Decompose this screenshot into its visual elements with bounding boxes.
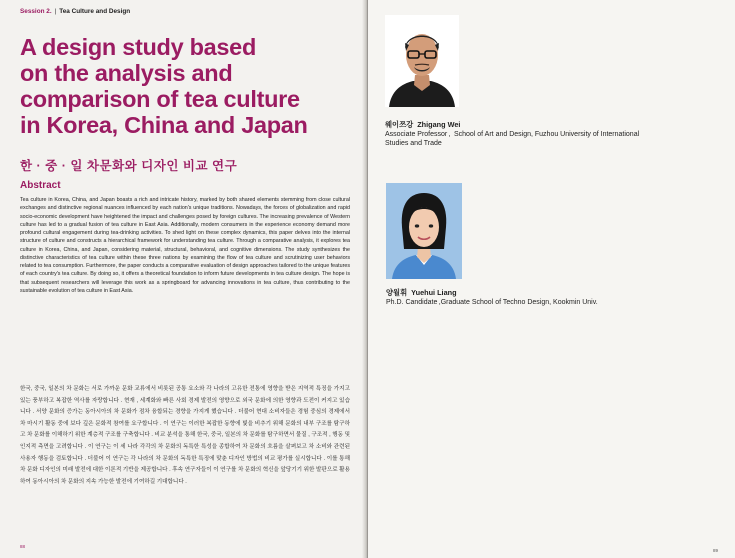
author-name-korean: 양월휘 xyxy=(386,288,408,297)
title-line: on the analysis and xyxy=(20,60,233,86)
author-affiliation: Associate Professor , School of Art and Design, Fuzhou University of International Studies and Trade xyxy=(385,131,640,147)
title-line: in Korea, China and Japan xyxy=(20,112,308,138)
left-page xyxy=(0,0,366,558)
author-name-english: Yuehui Liang xyxy=(411,288,457,297)
abstract-heading: Abstract xyxy=(20,180,61,191)
portrait-man-glasses-icon xyxy=(385,15,459,107)
title-line: A design study based xyxy=(20,34,257,60)
korean-title: 한 · 중 · 일 차문화와 디자인 비교 연구 xyxy=(20,159,238,173)
author-affiliation: Ph.D. Candidate ,Graduate School of Techno Design, Kookmin Univ. xyxy=(386,299,598,306)
author-portrait xyxy=(385,15,459,107)
portrait-woman-icon xyxy=(386,183,462,279)
title-line: comparison of tea culture xyxy=(20,86,300,112)
abstract-text: Tea culture in Korea, China, and Japan boasts a rich and intricate history, marked by both shared elements stemming from close cultural exchanges and distinctive regional nuances influenced by each nation's unique traditions. Nowadays, the forces of globalization and rapid socio-economic development have heightened the impact and challenges posed by foreign cultures. The increasing prevalence of Western culture has led to a gradual fusion of tea culture in East Asia. Additionally, modern consumers in the experience economy demand more profound cultural engagement during tea-drinking activities. To shed light on these complex dynamics, this paper delves into the internal structure of culture and constructs a hierarchical framework for understanding tea culture. Through a comparative analysis, it explores tea culture in Korea, China, and Japan, considering material, structural, behavioral, and cognitive dimensions. The study synthesizes the distinctive characteristics of tea culture within these three nations by examining the flow of tea culture and scrutinizing user behaviors related to tea consumption. Furthermore, the paper conducts a comparative evaluation of design approaches tailored to the unique features of each country's tea culture. By doing so, it offers a theoretical foundation to inform future developments in tea culture design. The hope is that subsequent researchers will leverage this work as a springboard for advancing innovations in tea culture, thus contributing to the sustainable evolution of tea culture in East Asia. xyxy=(20,197,350,294)
author-name xyxy=(385,120,460,130)
korean-abstract-text: 한국, 중국, 일본의 차 문화는 서로 가까운 문화 교류에서 비롯된 공통 요소와 각 나라의 고유한 전통에 영향을 받은 지역적 특징을 가지고 있는 풍부하고 복잡한 역사를 자랑합니다 . 현재 , 세계화와 빠른 사회 경제 발전의 영향으로 외국 문화에 의한 영향과 도전이 커지고 있습니다 . 서양 문화의 증가는 동아시아의 차 문화가 점차 융합되는 경향을 가지게 했습니다 . 더불어 현대 소비자들은 경험 중심의 경제에서 차 마시기 활동 중에 보다 깊은 문화적 참여를 요구합니다 . 이 연구는 이러한 복잡한 동향에 빛을 비추기 위해 문화의 내부 구조를 탐구하고 차 문화를 이해하기 위한 계층적 구조를 구축합니다 . 비교 분석을 통해 한국, 중국, 일본의 차 문화를 탐구하면서 물질 , 구조적 , 행동 및 인지적 측면을 고려합니다 . 이 연구는 이 세 나라 각각의 차 문화의 독특한 특성을 종합하여 차 문화의 흐름을 살펴보고 차 소비와 관련된 사용자 행동을 검토합니다 . 더불어 이 연구는 각 나라의 차 문화의 독특한 특징에 맞춘 디자인 방법의 비교 평가를 실시합니다 . 이를 통해 차 문화 디자인의 미래 발전에 대한 이론적 기반을 제공합니다 . 후속 연구자들이 이 연구를 차 문화의 혁신을 앞당기기 위한 발판으로 활용하여 동아시아의 차 문화의 지속 가능한 발전에 기여하길 기대합니다 . xyxy=(20,386,350,485)
author-name-korean: 웨이쯔강 xyxy=(385,120,414,129)
session-header: Session 2. | Tea Culture and Design xyxy=(20,8,131,15)
page-number-right: 89 xyxy=(713,548,719,553)
session-topic: Tea Culture and Design xyxy=(59,8,131,15)
article-title xyxy=(20,34,360,138)
author-name xyxy=(386,288,457,298)
author-portrait xyxy=(386,183,462,279)
author-name-english: Zhigang Wei xyxy=(417,120,461,129)
page-number-left: 88 xyxy=(20,544,26,549)
session-label: Session 2. xyxy=(20,8,52,15)
